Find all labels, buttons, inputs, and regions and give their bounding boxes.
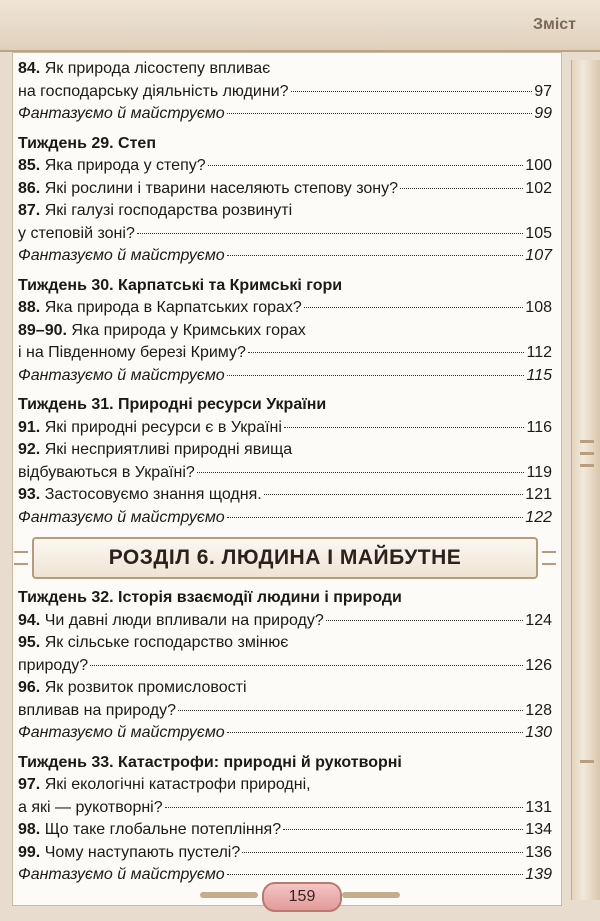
entry-text (18, 677, 247, 700)
lesson-title: Які природні ресурси є в Україні (44, 418, 282, 436)
entry-text (18, 297, 302, 320)
spacer (18, 268, 552, 275)
dot-leader (283, 829, 523, 830)
page-ref: 108 (525, 299, 552, 316)
toc-entry (18, 58, 552, 81)
rail-notch (580, 464, 594, 467)
page-ref: 105 (525, 224, 552, 242)
lesson-title: відбуваються в Україні? (18, 463, 195, 481)
rail-notch (580, 452, 594, 455)
page-ref: 97 (534, 82, 552, 100)
page-number: 159 (262, 882, 342, 912)
page-ref: 128 (525, 701, 552, 719)
toc-entry (18, 610, 552, 633)
dot-leader (264, 494, 524, 495)
toc-entry (18, 632, 552, 655)
page-ref: 134 (525, 821, 552, 838)
entry-text (18, 700, 176, 723)
week-heading: Тиждень 32. Історія взаємодії людини і природи (18, 589, 402, 606)
lesson-title: у степовій зоні? (18, 224, 135, 242)
toc-entry (18, 655, 552, 678)
week-heading: Тиждень 30. Карпатські та Кримські гори (18, 276, 343, 294)
dot-leader (227, 113, 533, 114)
page-ref: 130 (525, 724, 552, 741)
page-footer (200, 880, 400, 912)
toc-entry (18, 842, 552, 865)
toc-entry (18, 320, 552, 343)
toc-entry (18, 439, 552, 462)
page-ref: 124 (525, 611, 552, 629)
lesson-title: Які рослини і тварини населяють степову зону? (44, 179, 398, 197)
lesson-title: і на Південному березі Криму? (18, 344, 246, 361)
lesson-number: 85. (18, 157, 41, 174)
lesson-number: 94. (18, 611, 41, 629)
dot-leader (227, 517, 524, 518)
lesson-title: природу? (18, 656, 89, 674)
page-ref: 126 (525, 656, 552, 674)
toc-activity-entry (18, 365, 552, 388)
lesson-title: Які галузі господарства розвинуті (44, 202, 293, 219)
lesson-title: Яка природа у степу? (44, 157, 206, 174)
entry-text (18, 722, 225, 745)
spacer (18, 126, 552, 133)
footer-ornament-right (342, 892, 400, 898)
rail-notch (580, 440, 594, 443)
lesson-title: Яка природа у Кримських горах (71, 321, 306, 339)
lesson-title: Як сільське господарство змінює (44, 634, 289, 651)
lesson-title: Фантазуємо й майструємо (18, 724, 225, 741)
toc-entry (18, 297, 552, 320)
week-heading: Тиждень 31. Природні ресурси України (18, 396, 327, 413)
dot-leader (178, 710, 523, 711)
page-ref: 107 (525, 247, 552, 264)
entry-text (18, 774, 311, 797)
lesson-number: 96. (18, 679, 41, 696)
rail-notch (580, 760, 594, 763)
toc-activity-entry (18, 722, 552, 745)
dot-leader (227, 375, 525, 376)
footer-ornament-left (200, 892, 258, 898)
lesson-title: Фантазуємо й майструємо (18, 508, 225, 526)
page-ref: 99 (534, 105, 552, 122)
lesson-number: 86. (18, 179, 41, 197)
entry-text (18, 864, 225, 887)
section-title: РОЗДІЛ 6. ЛЮДИНА І МАЙБУТНЕ (32, 537, 538, 579)
toc-activity-entry (18, 507, 552, 530)
page-ref: 100 (525, 157, 552, 174)
lesson-number: 99. (18, 843, 41, 861)
dot-leader (326, 620, 524, 621)
spacer (18, 387, 552, 394)
lesson-number: 84. (18, 60, 41, 77)
lesson-number: 88. (18, 299, 41, 316)
spacer (18, 745, 552, 752)
entry-text (18, 320, 306, 343)
page-ref: 115 (526, 366, 552, 384)
entry-text (18, 819, 281, 842)
page-ref: 131 (525, 798, 552, 816)
dot-leader (291, 91, 533, 92)
dot-leader (197, 472, 525, 473)
page-ref: 119 (526, 463, 552, 481)
header-label: Зміст (532, 16, 576, 33)
toc-entry (18, 81, 552, 104)
entry-text (18, 439, 292, 462)
entry-text (18, 842, 240, 865)
page-ref: 121 (525, 486, 552, 503)
lesson-number: 98. (18, 821, 41, 838)
week-heading: Тиждень 33. Катастрофи: природні й рукотворні (18, 753, 402, 771)
entry-text (18, 610, 324, 633)
dot-leader (137, 233, 523, 234)
lesson-title: Які несприятливі природні явища (44, 441, 293, 458)
lesson-number: 95. (18, 634, 41, 651)
dot-leader (284, 427, 525, 428)
dot-leader (227, 732, 524, 733)
page-ref: 122 (525, 508, 552, 526)
lesson-title: Як розвиток промисловості (44, 679, 247, 696)
toc-entry (18, 342, 552, 365)
lesson-title: Застосовуємо знання щодня. (44, 486, 262, 503)
toc-entry (18, 155, 552, 178)
lesson-title: Фантазуємо й майструємо (18, 866, 225, 883)
entry-text (18, 342, 246, 365)
toc-entry (18, 200, 552, 223)
week-heading: Тиждень 29. Степ (18, 134, 156, 152)
toc-entry (18, 797, 552, 820)
table-of-contents (18, 58, 552, 887)
lesson-title: на господарську діяльність людини? (18, 82, 289, 100)
lesson-title: Фантазуємо й майструємо (18, 247, 225, 264)
lesson-number: 91. (18, 418, 41, 436)
toc-entry (18, 462, 552, 485)
entry-text (18, 365, 225, 388)
top-bar (0, 0, 600, 52)
entry-text (18, 462, 195, 485)
entry-text (18, 417, 282, 440)
entry-text (18, 155, 206, 178)
toc-entry (18, 774, 552, 797)
entry-text (18, 58, 270, 81)
lesson-title: Що таке глобальне потепління? (44, 821, 282, 838)
dot-leader (400, 188, 523, 189)
toc-activity-entry (18, 245, 552, 268)
page-ref: 112 (526, 344, 552, 361)
toc-entry (18, 484, 552, 507)
lesson-number: 89–90. (18, 321, 67, 339)
page-ref: 136 (525, 843, 552, 861)
lesson-title: впливав на природу? (18, 701, 176, 719)
lesson-number: 97. (18, 776, 41, 793)
toc-entry (18, 700, 552, 723)
lesson-title: Чому наступають пустелі? (44, 843, 241, 861)
lesson-number: 93. (18, 486, 41, 503)
lesson-title: Які екологічні катастрофи природні, (44, 776, 311, 793)
dot-leader (248, 352, 525, 353)
toc-entry (18, 819, 552, 842)
toc-entry (18, 178, 552, 201)
entry-text (18, 81, 289, 104)
dot-leader (90, 665, 523, 666)
lesson-title: Яка природа в Карпатських горах? (44, 299, 302, 316)
lesson-number: 92. (18, 441, 41, 458)
page-ref: 102 (525, 179, 552, 197)
entry-text (18, 632, 288, 655)
entry-text (18, 245, 225, 268)
dot-leader (165, 807, 524, 808)
toc-entry (18, 677, 552, 700)
lesson-title: Фантазуємо й майструємо (18, 366, 225, 384)
lesson-title: Фантазуємо й майструємо (18, 105, 225, 122)
dot-leader (227, 255, 524, 256)
toc-activity-entry (18, 103, 552, 126)
lesson-title: Як природа лісостепу впливає (44, 60, 271, 77)
entry-text (18, 178, 398, 201)
toc-part-after (18, 587, 552, 887)
dot-leader (208, 165, 524, 166)
lesson-number: 87. (18, 202, 41, 219)
dot-leader (242, 852, 523, 853)
lesson-title: а які — рукотворні? (18, 798, 163, 816)
dot-leader (227, 874, 524, 875)
entry-text (18, 103, 225, 126)
page-ref: 116 (526, 418, 552, 436)
entry-text (18, 223, 135, 246)
entry-text (18, 507, 225, 530)
toc-entry (18, 223, 552, 246)
lesson-title: Чи давні люди впливали на природу? (44, 611, 324, 629)
decorative-side-rail (571, 60, 600, 900)
entry-text (18, 200, 292, 223)
toc-entry (18, 417, 552, 440)
page-ref: 139 (525, 866, 552, 883)
entry-text (18, 655, 88, 678)
entry-text (18, 484, 262, 507)
toc-part-before (18, 58, 552, 529)
dot-leader (304, 307, 524, 308)
entry-text (18, 797, 163, 820)
